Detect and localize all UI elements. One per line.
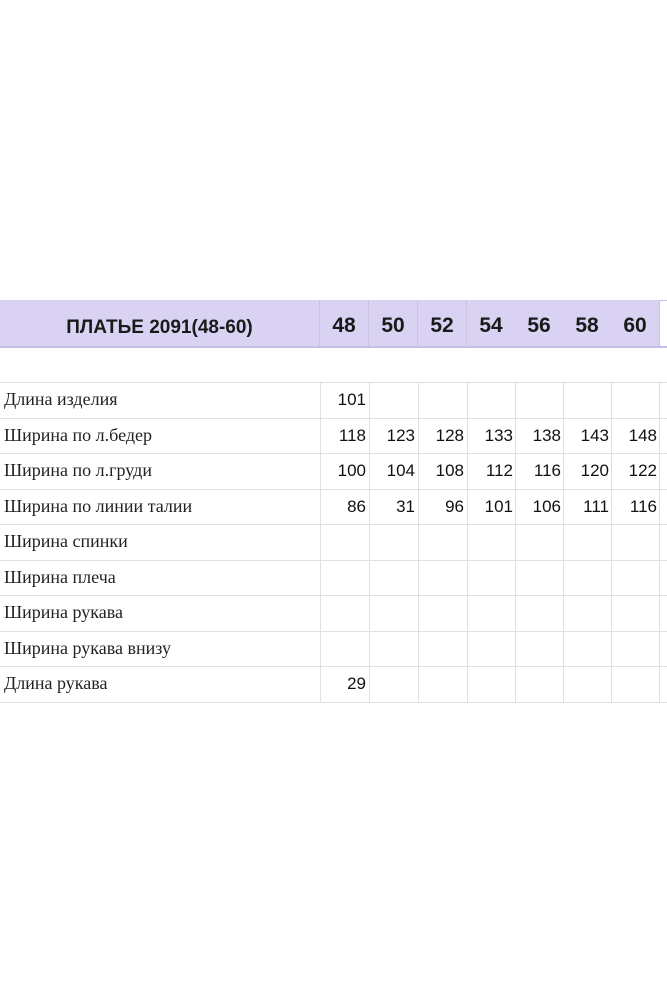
measurement-value-cell [418,666,467,701]
measurement-value-cell: 29 [347,673,366,693]
measurement-label: Ширина плеча [4,567,116,587]
measurement-value-cell [369,595,418,630]
measurement-value-cell [611,631,660,666]
measurement-value-cell: 86 [347,496,366,516]
measurement-value-cell [418,560,467,595]
size-header-cell: 52 [418,300,467,346]
measurement-value-cell [515,631,564,666]
measurement-value-cell [369,382,418,417]
measurement-value-cell: 123 [386,425,415,445]
size-table [0,300,667,700]
measurement-value-cell: 138 [532,425,561,445]
measurement-value-cell [515,560,564,595]
measurement-value-cell [418,631,467,666]
measurement-value-cell [467,560,516,595]
measurement-label: Ширина рукава внизу [4,638,172,658]
measurement-value-cell [467,631,516,666]
measurement-value-cell [563,666,612,701]
size-header-cell: 48 [320,300,369,346]
measurement-value-cell: 116 [629,496,657,516]
measurement-value-cell [563,382,612,417]
measurement-value-cell: 101 [484,496,513,516]
measurement-value-cell [515,524,564,559]
measurement-value-cell [563,595,612,630]
measurement-label: Ширина спинки [4,531,128,551]
measurement-label: Ширина рукава [4,602,124,622]
measurement-value-cell [418,382,467,417]
measurement-value-cell: 31 [396,496,415,516]
measurement-value-cell [369,560,418,595]
header-bottom-border [0,346,667,348]
measurement-value-cell [611,382,660,417]
measurement-label: Длина изделия [4,389,118,409]
measurement-value-cell [611,666,660,701]
row-divider [0,702,667,703]
size-header-cell: 60 [611,300,660,346]
measurement-value-cell: 108 [435,460,464,480]
measurement-value-cell: 120 [580,460,609,480]
measurement-value-cell: 128 [435,425,464,445]
measurement-value-cell [563,631,612,666]
measurement-value-cell [611,595,660,630]
measurement-value-cell: 133 [484,425,513,445]
measurement-value-cell: 122 [628,460,657,480]
measurement-value-cell [515,595,564,630]
size-header-cell: 56 [515,300,564,346]
measurement-value-cell: 143 [580,425,609,445]
size-header-cell: 50 [369,300,418,346]
measurement-value-cell: 96 [445,496,464,516]
measurement-value-cell [418,524,467,559]
measurement-value-cell [467,524,516,559]
size-header-cell: 54 [467,300,516,346]
measurement-value-cell [611,560,660,595]
measurement-value-cell [563,524,612,559]
measurement-value-cell [369,666,418,701]
measurement-value-cell: 101 [337,389,366,409]
measurement-value-cell [467,382,516,417]
measurement-value-cell [320,524,369,559]
measurement-label: Ширина по л.груди [4,460,152,480]
measurement-value-cell: 100 [337,460,366,480]
measurement-value-cell [467,666,516,701]
measurement-value-cell: 148 [628,425,657,445]
measurement-value-cell: 118 [338,425,366,445]
measurement-value-cell [320,631,369,666]
measurement-value-cell [611,524,660,559]
measurement-value-cell [369,631,418,666]
measurement-value-cell: 111 [583,496,609,516]
measurement-value-cell [515,666,564,701]
measurement-value-cell [320,595,369,630]
measurement-value-cell [418,595,467,630]
measurement-value-cell [563,560,612,595]
measurement-value-cell [515,382,564,417]
measurement-value-cell [320,560,369,595]
measurement-value-cell: 106 [532,496,561,516]
size-header-cell: 58 [563,300,612,346]
measurement-label: Длина рукава [4,673,108,693]
measurement-value-cell: 116 [533,460,561,480]
measurement-value-cell: 112 [485,460,513,480]
table-title: ПЛАТЬЕ 2091(48-60) [0,300,320,346]
measurement-value-cell [467,595,516,630]
measurement-label: Ширина по л.бедер [4,425,152,445]
measurement-value-cell [369,524,418,559]
measurement-value-cell: 104 [386,460,415,480]
measurement-label: Ширина по линии талии [4,496,193,516]
